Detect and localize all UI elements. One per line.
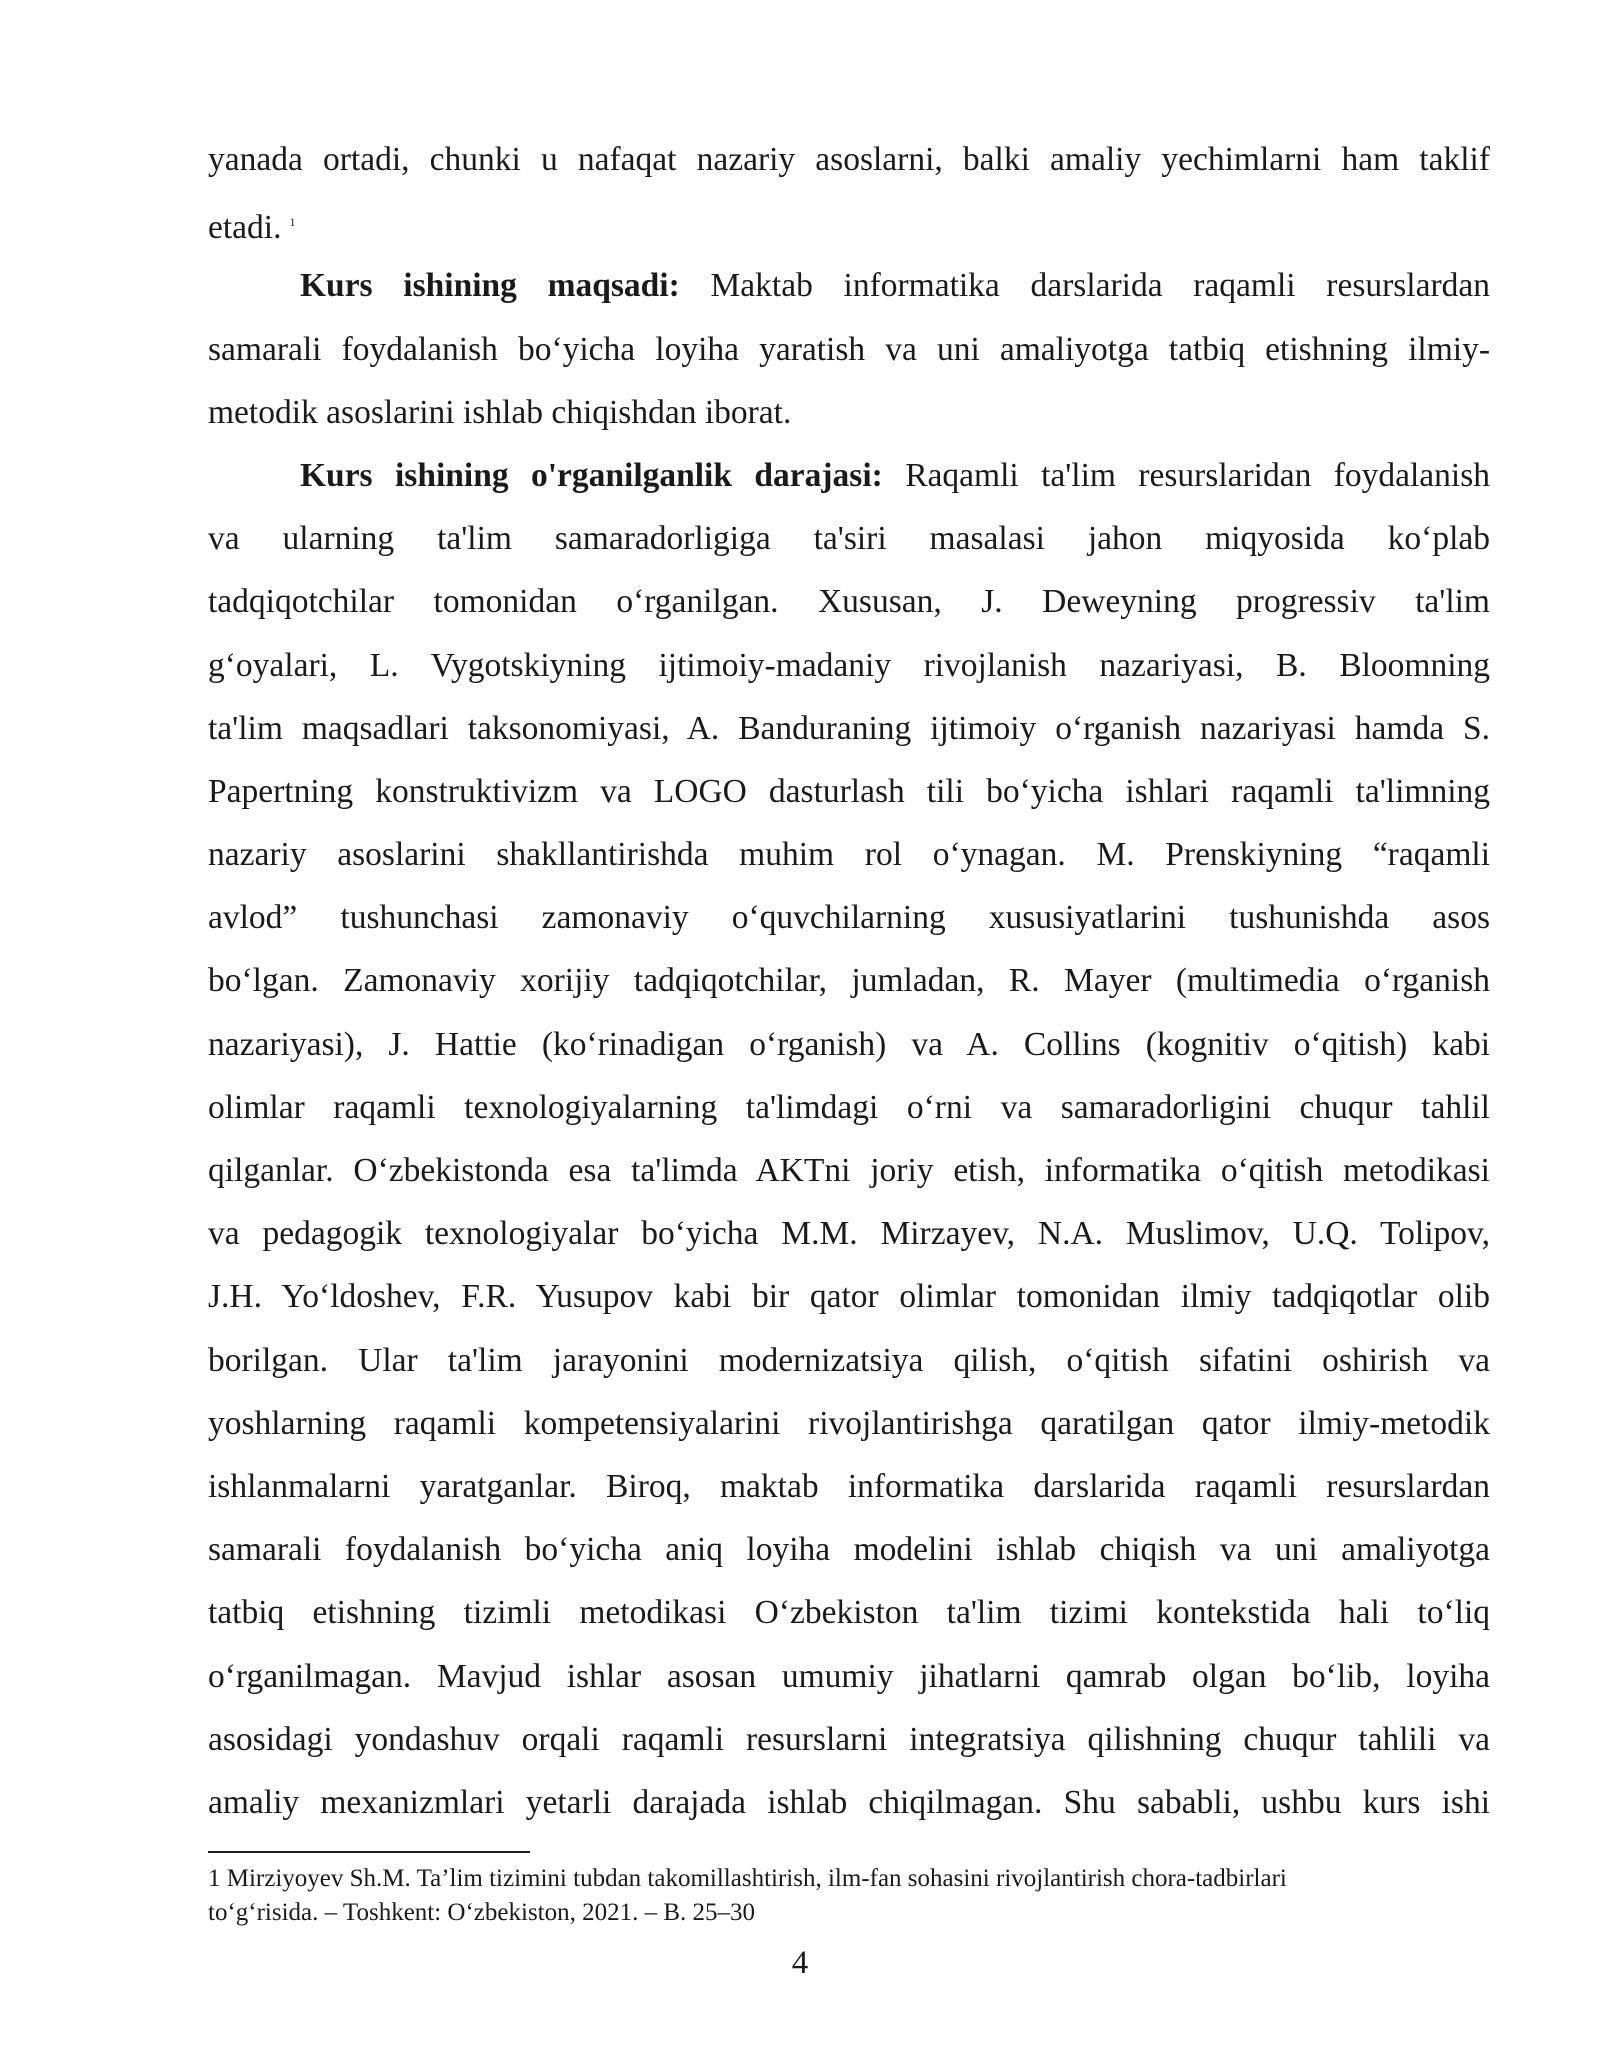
study-line: amaliy mexanizmlari yetarli darajada ishlab chiqilmagan. Shu sababli, ushbu kurs ishi [208,1783,1490,1821]
study-line: g‘oyalari, L. Vygotskiyning ijtimoiy-madaniy rivojlanish nazariyasi, B. Bloomning [208,646,1490,684]
footnote [208,1862,1490,1930]
study-line: qilganlar. O‘zbekistonda esa ta'limda AKTni joriy etish, informatika o‘qitish metodikasi [208,1152,1490,1189]
goal-line: metodik asoslarini ishlab chiqishdan iborat. [208,393,792,431]
study-line: ta'lim maqsadlari taksonomiyasi, A. Banduraning ijtimoiy o‘rganish nazariyasi hamda S. [208,709,1490,747]
footnote-line: to‘g‘risida. – Toshkent: O‘zbekiston, 2021. – B. 25–30 [208,1899,756,1926]
study-line: asosidagi yondashuv orqali raqamli resurslarni integratsiya qilishning chuqur tahlili va [208,1720,1490,1758]
document-page [208,128,1490,1834]
intro-line-1: yanada ortadi, chunki u nafaqat nazariy asoslarni, balki amaliy yechimlarni ham taklif [208,141,1490,178]
study-line: va pedagogik texnologiyalar bo‘yicha M.M. Mirzayev, N.A. Muslimov, U.Q. Tolipov, [208,1215,1490,1253]
study-line: yoshlarning raqamli kompetensiyalarini rivojlantirishga qaratilgan qator ilmiy-metodik [208,1404,1490,1442]
intro-line-2-text: etadi. [208,209,282,247]
study-line: tatbiq etishning tizimli metodikasi O‘zbekiston ta'lim tizimi kontekstida hali to‘liq [208,1594,1490,1632]
study-line: borilgan. Ular ta'lim jarayonini modernizatsiya qilish, o‘qitish sifatini oshirish va [208,1341,1490,1379]
goal-line-1 [208,254,1490,317]
study-line: olimlar raqamli texnologiyalarning ta'limdagi o‘rni va samaradorligini chuqur tahlil [208,1088,1490,1126]
study-line: nazariy asoslarini shakllantirishda muhim rol o‘ynagan. M. Prenskiyning “raqamli [208,836,1490,874]
footnote-reference: 1 [289,215,296,230]
goal-line: samarali foydalanish bo‘yicha loyiha yaratish va uni amaliyotga tatbiq etishning ilmiy- [208,330,1490,368]
study-first-line: Raqamli ta'lim resurslaridan foydalanish [905,456,1491,494]
study-line-1 [208,444,1490,507]
study-line: ishlanmalarni yaratganlar. Biroq, maktab informatika darslarida raqamli resurslardan [208,1467,1490,1505]
footnote-line: 1 Mirziyoyev Sh.M. Ta’lim tizimini tubdan takomillashtirish, ilm-fan sohasini rivojlantirish chora-tadbirlari [208,1865,1287,1892]
page-number: 4 [791,1945,809,1981]
study-line: bo‘lgan. Zamonaviy xorijiy tadqiqotchilar, jumladan, R. Mayer (multimedia o‘rganish [208,962,1490,1000]
study-line: nazariyasi), J. Hattie (ko‘rinadigan o‘rganish) va A. Collins (kognitiv o‘qitish) kabi [208,1025,1490,1063]
intro-line-2 [208,191,1490,254]
study-line: samarali foydalanish bo‘yicha aniq loyiha modelini ishlab chiqish va uni amaliyotga [208,1531,1490,1569]
goal-heading: Kurs ishining maqsadi: [300,267,680,305]
study-line: o‘rganilmagan. Mavjud ishlar asosan umumiy jihatlarni qamrab olgan bo‘lib, loyiha [208,1657,1490,1695]
study-heading: Kurs ishining o'rganilganlik darajasi: [300,456,883,494]
study-line: avlod” tushunchasi zamonaviy o‘quvchilarning xususiyatlarini tushunishda asos [208,899,1490,937]
study-line: J.H. Yo‘ldoshev, F.R. Yusupov kabi bir qator olimlar tomonidan ilmiy tadqiqotlar olib [208,1278,1490,1316]
goal-first-line: Maktab informatika darslarida raqamli resurslardan [710,267,1490,305]
study-line: va ularning ta'lim samaradorligiga ta'siri masalasi jahon miqyosida ko‘plab [208,520,1490,558]
study-line: Papertning konstruktivizm va LOGO dasturlash tili bo‘yicha ishlari raqamli ta'limning [208,772,1490,810]
study-line: tadqiqotchilar tomonidan o‘rganilgan. Xususan, J. Deweyning progressiv ta'lim [208,583,1490,621]
footnote-separator [208,1851,530,1853]
